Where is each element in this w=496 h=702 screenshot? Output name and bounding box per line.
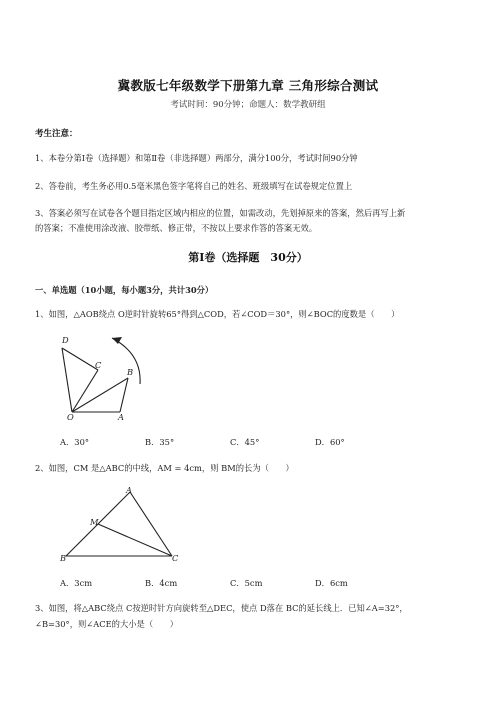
label-M: M xyxy=(90,517,99,527)
q1-option-b[interactable]: B．35° xyxy=(145,437,175,447)
question-3-text: 3、如图，将△ABC绕点 C按逆时针方向旋转至△DEC，使点 D落在 BC的延长线上．已知∠A=32°， xyxy=(35,603,408,613)
label-B: B xyxy=(60,553,67,563)
label-D: D xyxy=(62,335,69,345)
segment-OC xyxy=(72,370,98,412)
question-3-text-cont: ∠B=30°，则∠ACE的大小是（ ） xyxy=(35,619,179,629)
q2-option-b[interactable]: B．4cm xyxy=(145,578,178,588)
notice-item-3: 3、答案必须写在试卷各个题目指定区域内相应的位置，如需改动，先划掉原来的答案，然后再写上新 xyxy=(35,208,406,218)
question-2-figure xyxy=(60,488,190,568)
q1-option-c[interactable]: C．45° xyxy=(230,437,260,447)
rotation-arc xyxy=(112,338,140,384)
segment-DC xyxy=(62,348,98,370)
notice-heading: 考生注意： xyxy=(35,129,78,139)
label-C: C xyxy=(172,553,179,563)
label-C: C xyxy=(95,360,102,370)
question-1-figure xyxy=(60,330,190,430)
notice-item-1: 1、本卷分第I卷（选择题）和第Ⅱ卷（非选择题）两部分，满分100分，考试时间90分钟 xyxy=(35,153,358,163)
q1-option-d[interactable]: D．60° xyxy=(315,437,345,447)
segment-OB xyxy=(72,378,128,412)
notice-item-2: 2、答卷前，考生务必用0.5毫米黑色签字笔将自己的姓名、班级填写在试卷规定位置上 xyxy=(35,181,353,191)
notice-item-3-cont: 的答案；不准使用涂改液、胶带纸、修正带，不按以上要求作答的答案无效。 xyxy=(35,223,318,233)
q2-option-d[interactable]: D．6cm xyxy=(315,578,348,588)
question-2-text: 2、如图，CM 是△ABC的中线，AM = 4cm，则 BM的长为（ ） xyxy=(35,463,294,473)
part-heading: 一、单选题（10小题，每小题3分，共计30分） xyxy=(35,285,214,295)
section-title: 第I卷（选择题 30分） xyxy=(188,251,308,264)
exam-info: 考试时间：90分钟；命题人：数学教研组 xyxy=(170,100,326,110)
segment-OD xyxy=(62,348,72,412)
q2-option-c[interactable]: C．5cm xyxy=(230,578,263,588)
label-O: O xyxy=(67,412,74,422)
q2-option-a[interactable]: A．3cm xyxy=(60,578,93,588)
q1-option-a[interactable]: A．30° xyxy=(60,437,89,447)
question-1-text: 1、如图，△AOB绕点 O逆时针旋转65°得到△COD，若∠COD＝30°，则∠BOC的度数是（ ） xyxy=(35,309,400,319)
label-A: A xyxy=(118,412,124,422)
segment-BA xyxy=(120,378,128,412)
label-B: B xyxy=(127,367,134,377)
label-A: A xyxy=(126,485,132,495)
page-title: 冀教版七年级数学下册第九章 三角形综合测试 xyxy=(117,78,379,93)
